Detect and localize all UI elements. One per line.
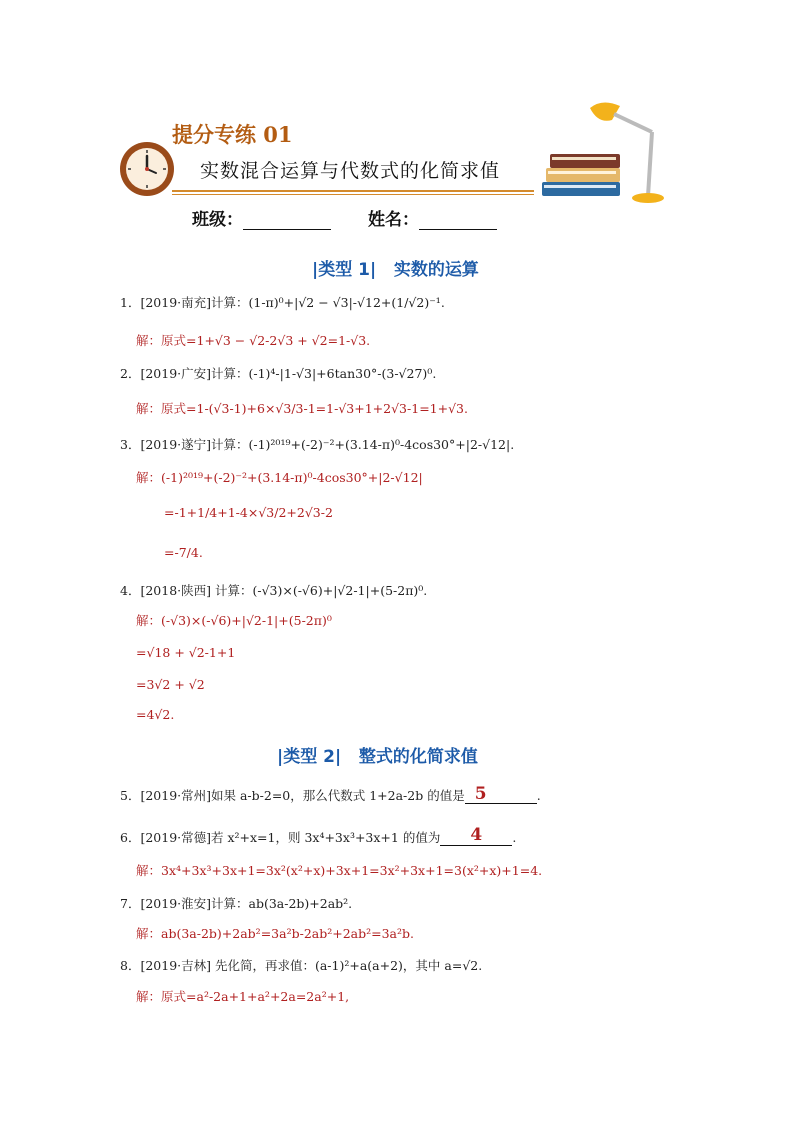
problem-1-question: 1．[2019·南充]计算：(1-π)⁰+|√2 − √3|-√12+(1/√2)⁻¹. <box>120 295 445 310</box>
answer-label: 解： <box>136 401 162 416</box>
page-subtitle: 实数混合运算与代数式的化简求值 <box>200 160 501 182</box>
answer-text: 原式=1-(√3-1)+6×√3/3-1=1-√3+1+2√3-1=1+√3. <box>161 401 468 416</box>
section-title-type2: |类型 2| 整式的化简求值 <box>277 747 478 767</box>
problem-4-step-4: =4√2. <box>136 707 175 722</box>
section-title-type1: |类型 1| 实数的运算 <box>312 260 479 280</box>
problem-3-answer <box>136 470 423 486</box>
problem-4-step-2: =√18 + √2-1+1 <box>136 645 236 660</box>
problem-7-answer <box>136 926 414 942</box>
problem-7-question: 7．[2019·淮安]计算：ab(3a-2b)+2ab². <box>120 896 353 911</box>
answer-label: 解： <box>136 470 162 485</box>
problem-4-question: 4．[2018·陕西] 计算：(-√3)×(-√6)+|√2-1|+(5-2π)⁰. <box>120 583 428 598</box>
question-text: 6．[2019·常德]若 x²+x=1，则 3x⁴+3x³+3x+1 的值为 <box>120 830 441 845</box>
answer-text: 原式=a²-2a+1+a²+2a=2a²+1, <box>161 989 350 1004</box>
fill-answer: 5 <box>474 784 487 804</box>
problem-5-question <box>120 786 541 804</box>
problem-3-step-2: =-1+1/4+1-4×√3/2+2√3-2 <box>164 505 333 520</box>
name-field <box>368 205 497 230</box>
problem-8-answer <box>136 989 349 1005</box>
answer-label: 解： <box>136 613 162 628</box>
answer-text: (-1)²⁰¹⁹+(-2)⁻²+(3.14-π)⁰-4cos30°+|2-√12| <box>161 470 423 485</box>
answer-label: 解： <box>136 989 162 1004</box>
problem-2-answer <box>136 401 468 417</box>
class-label: 班级： <box>192 210 243 230</box>
answer-label: 解： <box>136 926 162 941</box>
problem-3-step-3: =-7/4. <box>164 545 203 560</box>
page-brand-title: 提分专练 01 <box>172 122 293 147</box>
answer-text: ab(3a-2b)+2ab²=3a²b-2ab²+2ab²=3a²b. <box>161 926 414 941</box>
problem-8-question: 8．[2019·吉林] 先化简，再求值：(a-1)²+a(a+2)，其中 a=√2. <box>120 958 483 973</box>
problem-1-answer <box>136 333 370 349</box>
clock-icon <box>118 140 176 202</box>
desk-lamp-books-icon <box>540 96 670 210</box>
name-blank[interactable] <box>419 211 497 230</box>
problem-4-answer <box>136 613 332 629</box>
problem-4-step-3: =3√2 + √2 <box>136 677 205 692</box>
class-blank[interactable] <box>243 211 331 230</box>
answer-text: 3x⁴+3x³+3x+1=3x²(x²+x)+3x+1=3x²+3x+1=3(x²+x)+1=4. <box>161 863 543 878</box>
problem-6-question <box>120 827 516 846</box>
problem-2-question: 2．[2019·广安]计算：(-1)⁴-|1-√3|+6tan30°-(3-√27)⁰. <box>120 366 437 381</box>
header-divider-thin <box>172 194 534 195</box>
fill-answer: 4 <box>470 825 483 845</box>
answer-text: (-√3)×(-√6)+|√2-1|+(5-2π)⁰ <box>161 613 332 628</box>
class-field <box>192 205 331 230</box>
answer-blank <box>440 827 512 846</box>
answer-text: 原式=1+√3 − √2-2√3 + √2=1-√3. <box>161 333 371 348</box>
header-divider <box>172 190 534 192</box>
problem-3-question: 3．[2019·遂宁]计算：(-1)²⁰¹⁹+(-2)⁻²+(3.14-π)⁰-4cos30°+|2-√12|. <box>120 437 515 452</box>
question-end: . <box>536 788 541 803</box>
name-label: 姓名： <box>368 210 419 230</box>
problem-6-answer <box>136 863 542 879</box>
question-end: . <box>512 830 517 845</box>
question-text: 5．[2019·常州]如果 a-b-2=0，那么代数式 1+2a-2b 的值是 <box>120 788 465 803</box>
answer-label: 解： <box>136 863 162 878</box>
answer-label: 解： <box>136 333 162 348</box>
answer-blank <box>465 786 537 804</box>
